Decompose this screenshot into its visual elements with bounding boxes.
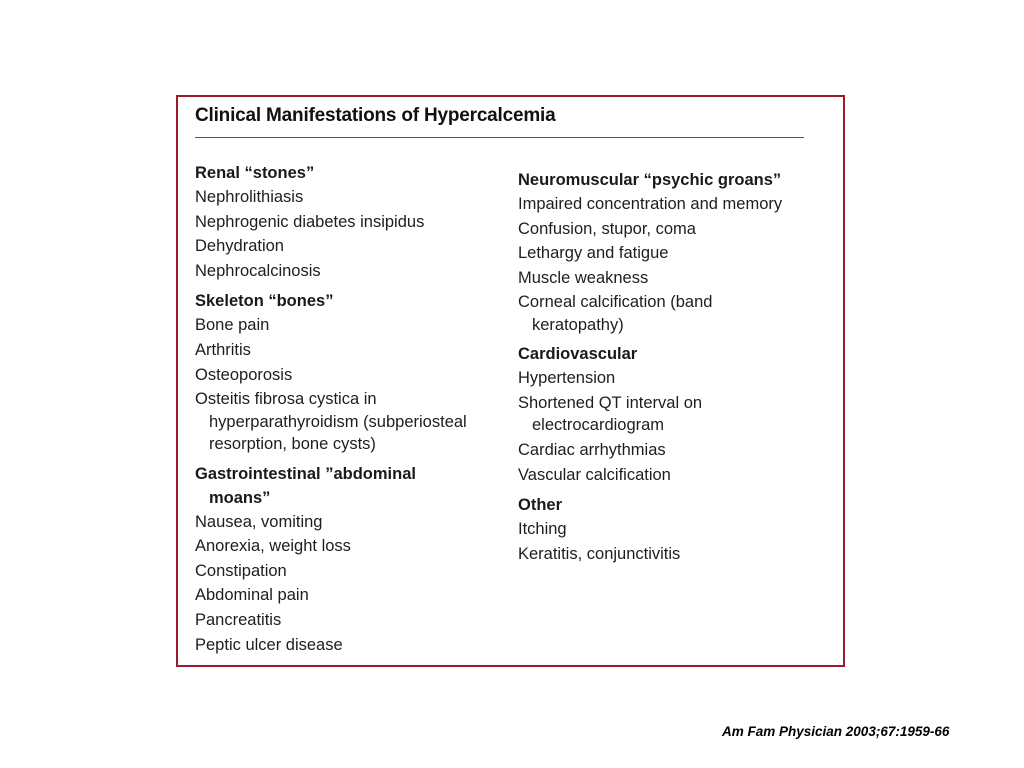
list-item: Impaired concentration and memory [518, 195, 783, 213]
list-item: Cardiac arrhythmias [518, 440, 666, 459]
manifestations-table [176, 95, 845, 667]
section-renal [195, 161, 495, 283]
list-item: Bone pain [195, 316, 270, 335]
list-item: Vascular calcification [518, 465, 671, 484]
list-item: Lethargy and fatigue [518, 244, 669, 263]
section-heading: Renal “stones” [195, 164, 315, 182]
list-item: Shortened QT interval on electrocardiogram [518, 393, 703, 435]
list-item: Itching [518, 520, 567, 539]
section-neuromuscular [518, 168, 818, 336]
section-other [518, 493, 818, 566]
list-item: Anorexia, weight loss [195, 537, 351, 556]
list-item: Abdominal pain [195, 586, 309, 605]
right-column [518, 168, 818, 566]
list-item: Dehydration [195, 237, 284, 256]
title-divider [195, 137, 804, 138]
section-heading: Gastrointestinal ”abdominal moans” [195, 464, 416, 507]
list-item: Nephrogenic diabetes insipidus [195, 212, 425, 231]
section-heading: Neuromuscular “psychic groans” [518, 171, 782, 189]
list-item: Nephrocalcinosis [195, 261, 321, 280]
list-item: Muscle weakness [518, 268, 649, 287]
list-item: Peptic ulcer disease [195, 635, 343, 654]
section-heading: Other [518, 496, 563, 515]
list-item: Osteoporosis [195, 365, 293, 384]
list-item: Nephrolithiasis [195, 188, 304, 206]
citation: Am Fam Physician 2003;67:1959-66 [722, 724, 950, 739]
section-skeleton [195, 289, 495, 455]
list-item: Arthritis [195, 340, 251, 359]
list-item: Pancreatitis [195, 611, 282, 630]
list-item: Constipation [195, 561, 287, 580]
list-item: Confusion, stupor, coma [518, 219, 696, 238]
list-item: Nausea, vomiting [195, 512, 323, 531]
section-cardiovascular [518, 342, 818, 487]
left-column [195, 161, 495, 657]
section-heading: Cardiovascular [518, 345, 638, 364]
list-item: Corneal calcification (band keratopathy) [518, 293, 713, 334]
list-item: Hypertension [518, 369, 616, 388]
section-heading: Skeleton “bones” [195, 292, 334, 311]
section-gastrointestinal [195, 462, 495, 658]
table-title: Clinical Manifestations of Hypercalcemia [195, 105, 556, 126]
list-item: Osteitis fibrosa cystica in hyperparathyroidism (subperiosteal resorption, bone cysts) [195, 390, 467, 454]
list-item: Keratitis, conjunctivitis [518, 544, 681, 563]
